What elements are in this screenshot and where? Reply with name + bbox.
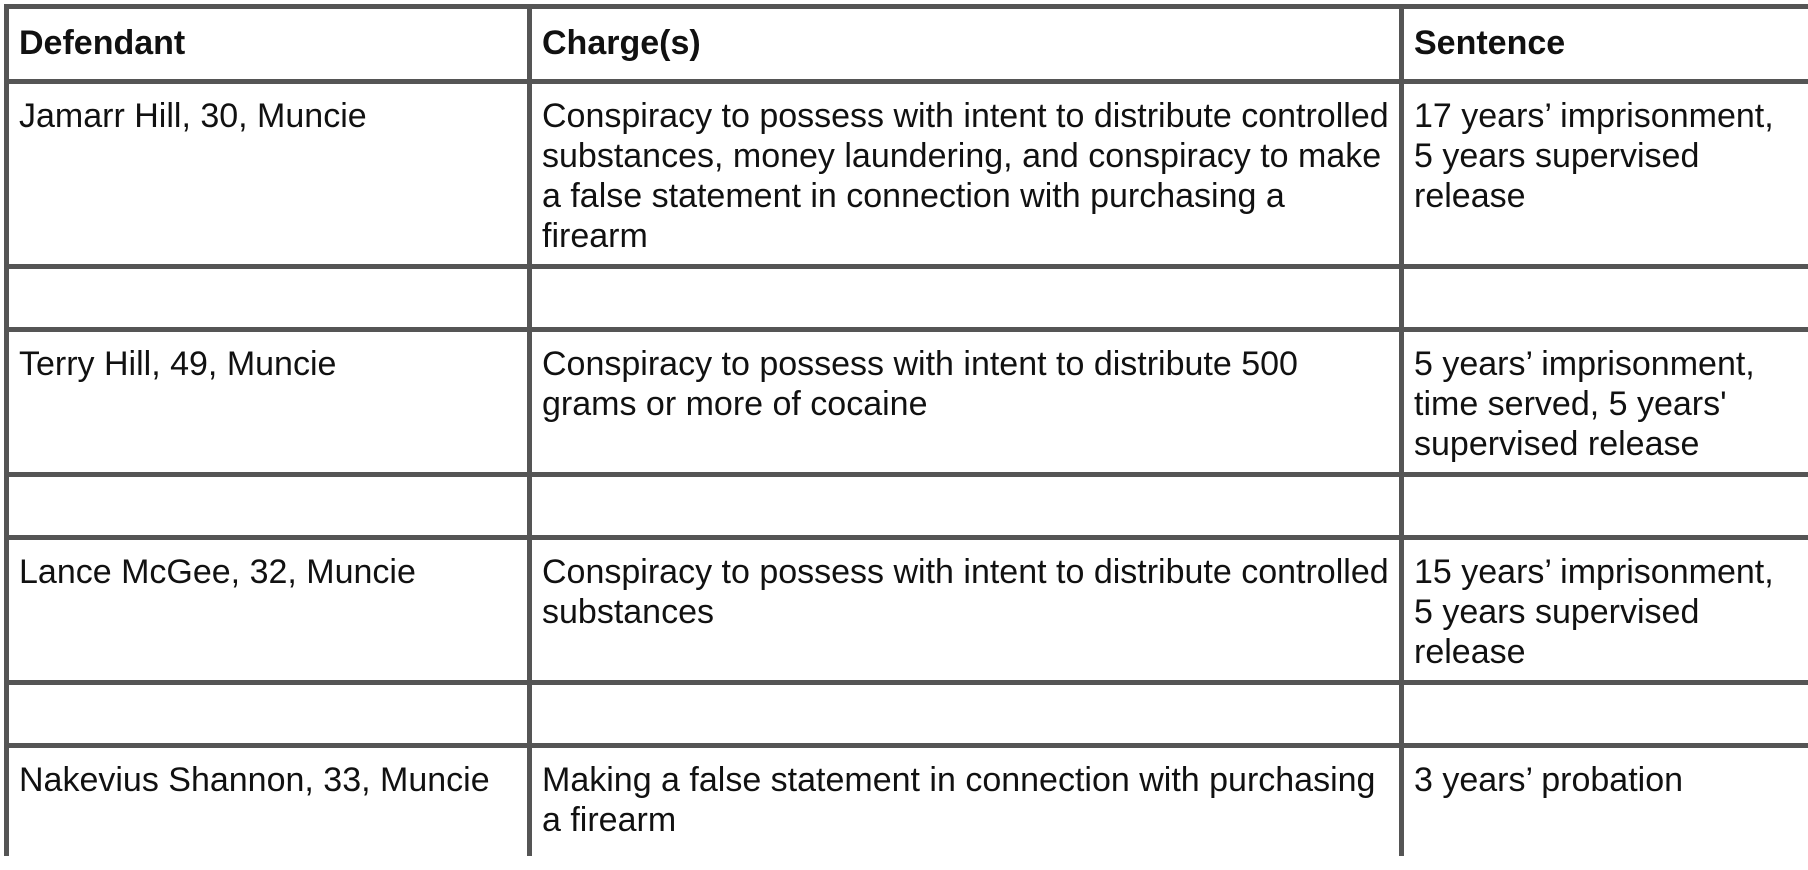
table-header-row [7,7,1808,82]
table-row [7,82,1808,267]
defendant-cell: Jamarr Hill, 30, Muncie [7,82,530,267]
column-header-sentence: Sentence [1402,7,1808,82]
document-page [4,4,1808,870]
empty-row [7,683,1808,746]
sentence-cell: 17 years’ imprisonment, 5 years supervised release [1402,82,1808,267]
empty-cell [530,267,1402,330]
defendant-cell: Nakevius Shannon, 33, Muncie [7,746,530,857]
empty-cell [7,267,530,330]
empty-row [7,267,1808,330]
empty-cell [530,683,1402,746]
column-header-charges: Charge(s) [530,7,1402,82]
charges-cell: Conspiracy to possess with intent to distribute 500 grams or more of cocaine [530,330,1402,475]
sentencing-table [4,4,1808,856]
table-row [7,538,1808,683]
defendant-cell: Lance McGee, 32, Muncie [7,538,530,683]
charges-cell: Conspiracy to possess with intent to distribute controlled substances [530,538,1402,683]
charges-cell: Conspiracy to possess with intent to distribute controlled substances, money laundering, and conspiracy to make a false statement in connection with purchasing a firearm [530,82,1402,267]
empty-row [7,475,1808,538]
empty-cell [1402,475,1808,538]
empty-cell [530,475,1402,538]
defendant-cell: Terry Hill, 49, Muncie [7,330,530,475]
table-row [7,330,1808,475]
sentence-cell: 3 years’ probation [1402,746,1808,857]
empty-cell [1402,683,1808,746]
empty-cell [7,475,530,538]
sentence-cell: 5 years’ imprisonment, time served, 5 years' supervised release [1402,330,1808,475]
column-header-defendant: Defendant [7,7,530,82]
charges-cell: Making a false statement in connection with purchasing a firearm [530,746,1402,857]
table-row [7,746,1808,857]
empty-cell [7,683,530,746]
sentence-cell: 15 years’ imprisonment, 5 years supervised release [1402,538,1808,683]
empty-cell [1402,267,1808,330]
